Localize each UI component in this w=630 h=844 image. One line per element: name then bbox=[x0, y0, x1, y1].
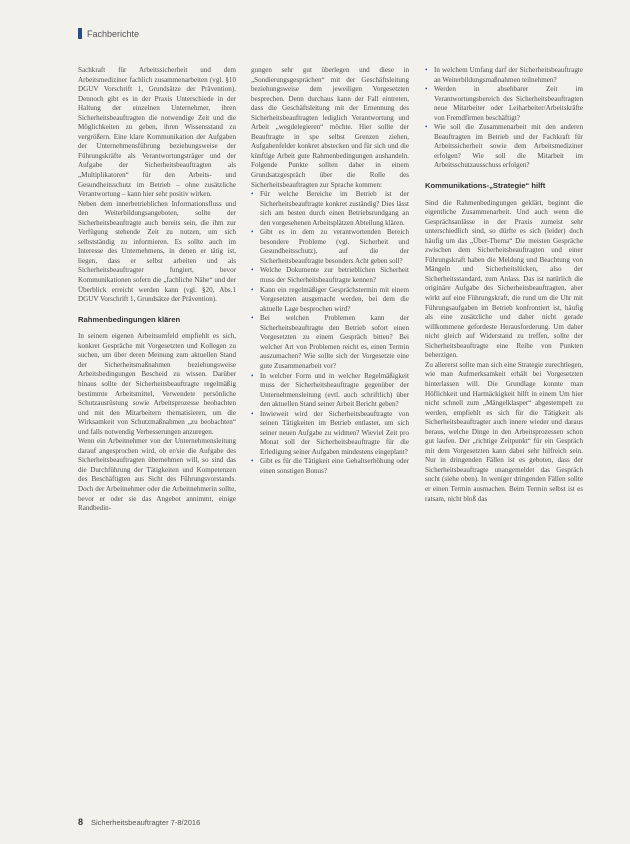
paragraph: In seinem eigenen Arbeitsumfeld empfiehlt es sich, konkret Gespräche mit Vorgesetzten und Kollegen zu suchen, um über deren Meinung zum aktuellen Stand der Sicherheitsmaßnahmen beziehungsweise Arbeitsbedingungen Bescheid zu wissen. Darüber hinaus sollte der Sicherheitsbeauftragte regelmäßig bestimmte Arbeitsmittel, Verwendete persönliche Schutzausrüstung sowie Arbeitsprozesse beobachten und mit den Mitarbeitern thematisieren, um die Wirksamkeit von Schutzmaßnahmen „zu beobachten“ und falls notwendig Verbesserungen anzuregen. bbox=[78, 332, 236, 436]
section-title: Fachberichte bbox=[87, 28, 140, 39]
paragraph: Zu allererst sollte man sich eine Strategie zurechtlegen, wie man Aufmerksamkeit erhält bei Vorgesetzten hinterlassen will. Die Grundlage konnte man Höflichkeit und Hartnäckigkeit hilft in einem Um hier nicht schnell zum „Mängelklasper“ abgestempelt zu werden, empfiehlt es sich für die Tätigkeit als Sicherheitsbeauftragter auch innere wieder und daraus heraus, welche Dinge in den Arbeitsprozessen schon gut laufen. Der „richtige Zeitpunkt“ für ein Gespräch mit dem Vorgesetzten kann dabei sehr hilfreich sein. Nur in dringenden Fällen ist es geboten, dass der Sicherheitsbeauftragte unangemeldet das Gespräch sucht (siehe oben). In weniger dringenden Fällen sollte er einen Termin ausmachen. Beim Termin selbst ist es ratsam, nicht bloß das bbox=[425, 360, 583, 503]
list-item: • Kann ein regelmäßiger Gesprächstermin mit einem Vorgesetzten ausgemacht werden, bei dem die aktuelle Lage besprochen wird? bbox=[251, 286, 409, 315]
checklist bbox=[251, 190, 409, 476]
page-footer bbox=[78, 817, 200, 827]
paragraph: Wenn ein Arbeitnehmer von der Unternehmensleitung darauf angesprochen wird, ob er/sie die Aufgabe des Sicherheitsbeauftragten übernehmen will, so sind das die Durchführung der Tätigkeiten und Kompetenzen des Beschäftigten aus Sicht des Führungsvorstands. Doch der Arbeitnehmer oder die Arbeitnehmerin sollte, bevor er oder sie das Angebot annimmt, einige Randbedin- bbox=[78, 437, 236, 513]
checklist-continued bbox=[425, 66, 583, 171]
section-heading: Kommunikations-„Strategie“ hilft bbox=[425, 181, 546, 191]
section-heading: Rahmenbedingungen klären bbox=[78, 314, 181, 324]
list-item: • Gibt es für die Tätigkeit eine Gehaltserhöhung oder einen sonstigen Bonus? bbox=[251, 457, 409, 476]
column-3 bbox=[425, 66, 583, 504]
page-number: 8 bbox=[78, 817, 84, 827]
paragraph: Neben dem innerbetrieblichen Informationsfluss und den Weiterbildungsangeboten, sollte der Sicherheitsbeauftragte auch bereits sein, die ihm zur Verfügung stehende Zeit zu nutzen, um sich selbstständig zu informieren. Es sollte auch im Interesse des Unternehmens, in denen er tätig ist, liegen, dass er selbst arbeiten und als Sicherheitsbeauftragter fungiert, bevor Kommunikationen sofern die „fachliche Nähe“ und der Überblick erreicht werden kann (vgl. §20, Abs.1 DGUV Vorschrift 1, Grundsätze der Prävention). bbox=[78, 199, 236, 304]
column-1 bbox=[78, 66, 236, 514]
list-item: • Bei welchen Problemen kann der Sicherheitsbeauftragte den Betrieb sofort einen Vorgesetzten zu einem Gespräch bitten? Bei welcher Art von Problemen reicht es, einen Termin auszumachen? Wie sollte sich der Vorgesetzte eine gute Zusammenarbeit vor? bbox=[251, 314, 409, 371]
paragraph: gungen sehr gut überlegen und diese in „Sondierungsgesprächen“ mit der Geschäftsleitung beziehungsweise dem jeweiligen Vorgesetzten besprechen. Denn durchaus kann der Fall eintreten, dass die Geschäftsleitung mit der Ernennung des Sicherheitsbeauftragten lediglich Verantwortung und Arbeit „wegdelegieren“ möchte. Hier sollte der Beauftragte in spe selbst Grenzen ziehen, Aufgabenfelder konkret abstecken und für sich und die künftige Arbeit gute Rahmenbedingungen aushandeln. Folgende Punkte sollten daher in einem Grundsatzgespräch über die Rolle des Sicherheitsbeauftragten zur Sprache kommen: bbox=[251, 66, 409, 189]
list-item: • Werden in absehbarer Zeit im Verantwortungsbereich des Sicherheitsbeauftragten neue Mitarbeiter oder Leiharbeiter/Arbeitskräfte von Fremdfirmen beschäftigt? bbox=[425, 85, 583, 123]
list-item: • Für welche Bereiche im Betrieb ist der Sicherheitsbeauftragte konkret zuständig? Dies lässt sich am besten durch einen Betriebsrundgang an den vorgesehenen Arbeitsplätzen Abteilung klären. bbox=[251, 190, 409, 228]
list-item: • Inwieweit wird der Sicherheitsbeauftragte von seinen Tätigkeiten im Betrieb entlastet, um sich seiner neuen Aufgabe zu widmen? Wieviel Zeit pro Monat soll der Sicherheitsbeauftragte für die Erledigung seiner Aufgaben mindestens eingeplant? bbox=[251, 410, 409, 458]
column-2 bbox=[251, 66, 409, 477]
list-item: • In welcher Form und in welcher Regelmäßigkeit muss der Sicherheitsbeauftragte gegenüber der Unternehmensleitung (evtl. auch schriftlich) über den aktuellen Stand seiner Arbeit Bericht geben? bbox=[251, 372, 409, 410]
paragraph: Sind die Rahmenbedingungen geklärt, beginnt die eigentliche Zusammenarbeit. Und auch wenn die Gesprächsanlässe in der Praxis zumeist sehr unterschiedlich sind, so dürfte es sich (leider) doch häufig um das „Über-Thema“ Die meisten Gespräche zwischen dem Sicherheitsbeauftragten und einer Führungskraft haben die Meldung und Beachtung von Mängeln und Sicherheitslücken, also der Sicherheitsstandard, zum Anlass. Das ist natürlich die originäre Aufgabe des Sicherheitsbeauftragten, aber wirkt auf eine Führungskraft, die rund um die Uhr mit Führungsaufgaben im Betrieb konfrontiert ist, häufig als eine zusätzliche und daher nicht gerade willkommene gefordeste Herausforderung. Um daher nicht gleich auf Widerstand zu treffen, sollte der Sicherheitsbeauftragte eine Reihe von Punkten beherzigen. bbox=[425, 198, 583, 360]
paragraph: Sachkraft für Arbeitssicherheit und dem Arbeitsmediziner fachlich zusammenarbeiten (vgl. §10 DGUV Vorschrift 1, Grundsätze der Prävention). Dennoch gibt es in der Praxis Unterschiede in der Haltung der einzelnen Unternehmer, ihren Sicherheitsbeauftragten die notwendige Zeit und die Möglichkeiten zu geben, ihren Wissensstand zu vergrößern. Eine klare Kommunikation der Aufgaben der Unternehmensführung beziehungsweise der Führungskräfte als Verantwortungsträger und der Aufgabe der Sicherheitsbeauftragten als „Multiplikatoren“ für den Arbeits- und Gesundheitsschutz im Betrieb – ohne zusätzliche Verantwortung – kann hier sehr positiv wirken. bbox=[78, 66, 236, 199]
list-item: • Welche Dokumente zur betrieblichen Sicherheit muss der Sicherheitsbeauftragte kennen? bbox=[251, 266, 409, 285]
journal-title: Sicherheitsbeauftragter 7-8/2016 bbox=[91, 818, 201, 827]
list-item: • In welchem Umfang darf der Sicherheitsbeauftragte an Weiterbildungsmaßnahmen teilnehmen? bbox=[425, 66, 583, 85]
section-marker bbox=[78, 28, 82, 39]
page-header bbox=[78, 28, 139, 39]
list-item: • Gibt es in dem zu verantwortenden Bereich besondere Probleme (vgl. Sicherheit und Gesundheitsschutz), auf die der Sicherheitsbeauftragte besonders Acht geben soll? bbox=[251, 228, 409, 266]
list-item: • Wie soll die Zusammenarbeit mit den anderen Beauftragten im Betrieb und der Fachkraft für Arbeitssicherheit sowie dem Arbeitsmediziner erfolgen? Wie soll die Mitarbeit im Arbeitsschutzausschuss erfolgen? bbox=[425, 123, 583, 171]
